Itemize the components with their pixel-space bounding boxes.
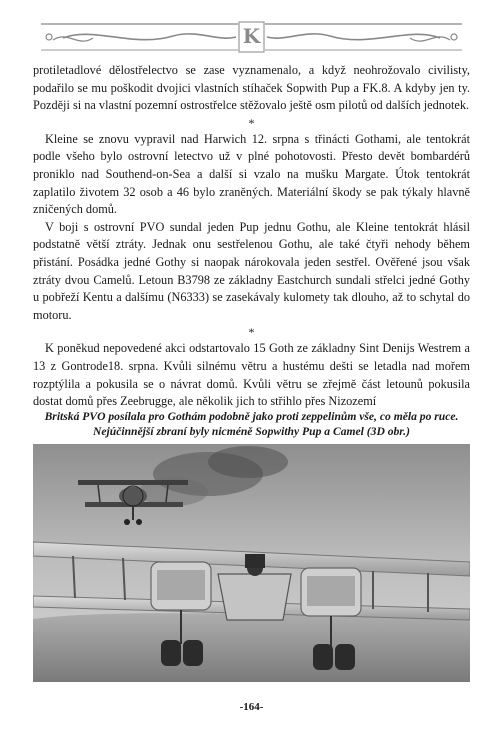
figure-caption: Britská PVO posílala pro Gothám podobně jako proti zeppelinům vše, co měla po ruce. Nejúčinnější zbraní byly nicméně Sopwithy Pup a Camel (3D obr.) [44,410,459,438]
paragraph: V boji s ostrovní PVO sundal jeden Pup jednu Gothu, ale Kleine tentokrát hlásil podstatně větší ztráty. Jednak onu sestřelenou Gothu, ale také čtyři nehody během přistání. Posádka jedné Gothy si naopak nárokovala jeden sestřel. Ověřené jsou však ztráty dvou Camelů. Letoun B3798 ze základny Eastchurch sundali střelci jedné Gothy u pobřeží Kentu a dalšímu (N6333) se zasekávaly kulomety tak dlouho, až to schytal do motoru. [33,219,470,322]
figure-image [33,444,470,682]
section-separator: * [248,325,255,340]
section-separator: * [248,115,255,130]
header-letter: K [242,24,261,48]
paragraph: Kleine se znovu vypravil nad Harwich 12. srpna s třinácti Gothami, ale tentokrát podle všeho bylo ostrovní letectvo už v plné pohotovosti. Přesto devět bombardérů proniklo nad Southend-on-Sea a další si vzalo na mušku Margate. Útok tentokrát zaplatilo životem 32 osob a 46 bylo zraněných. Materiální škody se pak týkaly hlavně zničených domů. [33,131,470,217]
paragraph: K poněkud nepovedené akci odstartovalo 15 Goth ze základny Sint Denijs Westrem a 13 z Gontrode18. srpna. Kvůli silnému větru a hustému dešti se letadla nad mořem rozptýlila a pokusila se o návrat domů. Kvůli větru se zřejmě část letounů pokusila dostat domů přes Zeebrugge, ale několik jich to střihlo přes Nizozemí [33,341,470,409]
paragraph: protiletadlové dělostřelectvo se zase vyznamenalo, a když neohrožovalo civilisty, podařilo se mu poškodit dvojici vlastních stíhaček Sopwith Pup a FK.8. A kdyby jen ty. Později si na vlastní pozemní ostrostřelce stěžovalo ještě osm pilotů od dalších jednotek. [33,63,470,113]
page-number: -164- [239,701,264,713]
airplanes-illustration-icon [33,444,470,682]
body-text [33,62,470,411]
page-header-ornament [33,20,470,54]
